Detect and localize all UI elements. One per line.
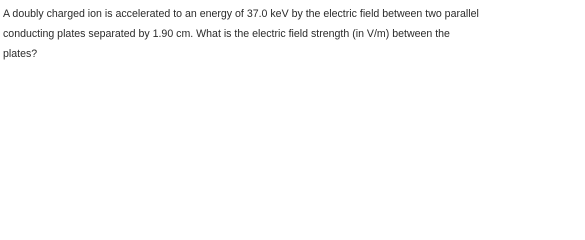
question-line: A doubly charged ion is accelerated to an energy of 37.0 keV by the electric field between two parallel xyxy=(3,8,479,20)
question-line: plates? xyxy=(3,48,38,60)
question-line: conducting plates separated by 1.90 cm. What is the electric field strength (in V/m) between the xyxy=(3,28,450,40)
question-text xyxy=(3,4,581,64)
